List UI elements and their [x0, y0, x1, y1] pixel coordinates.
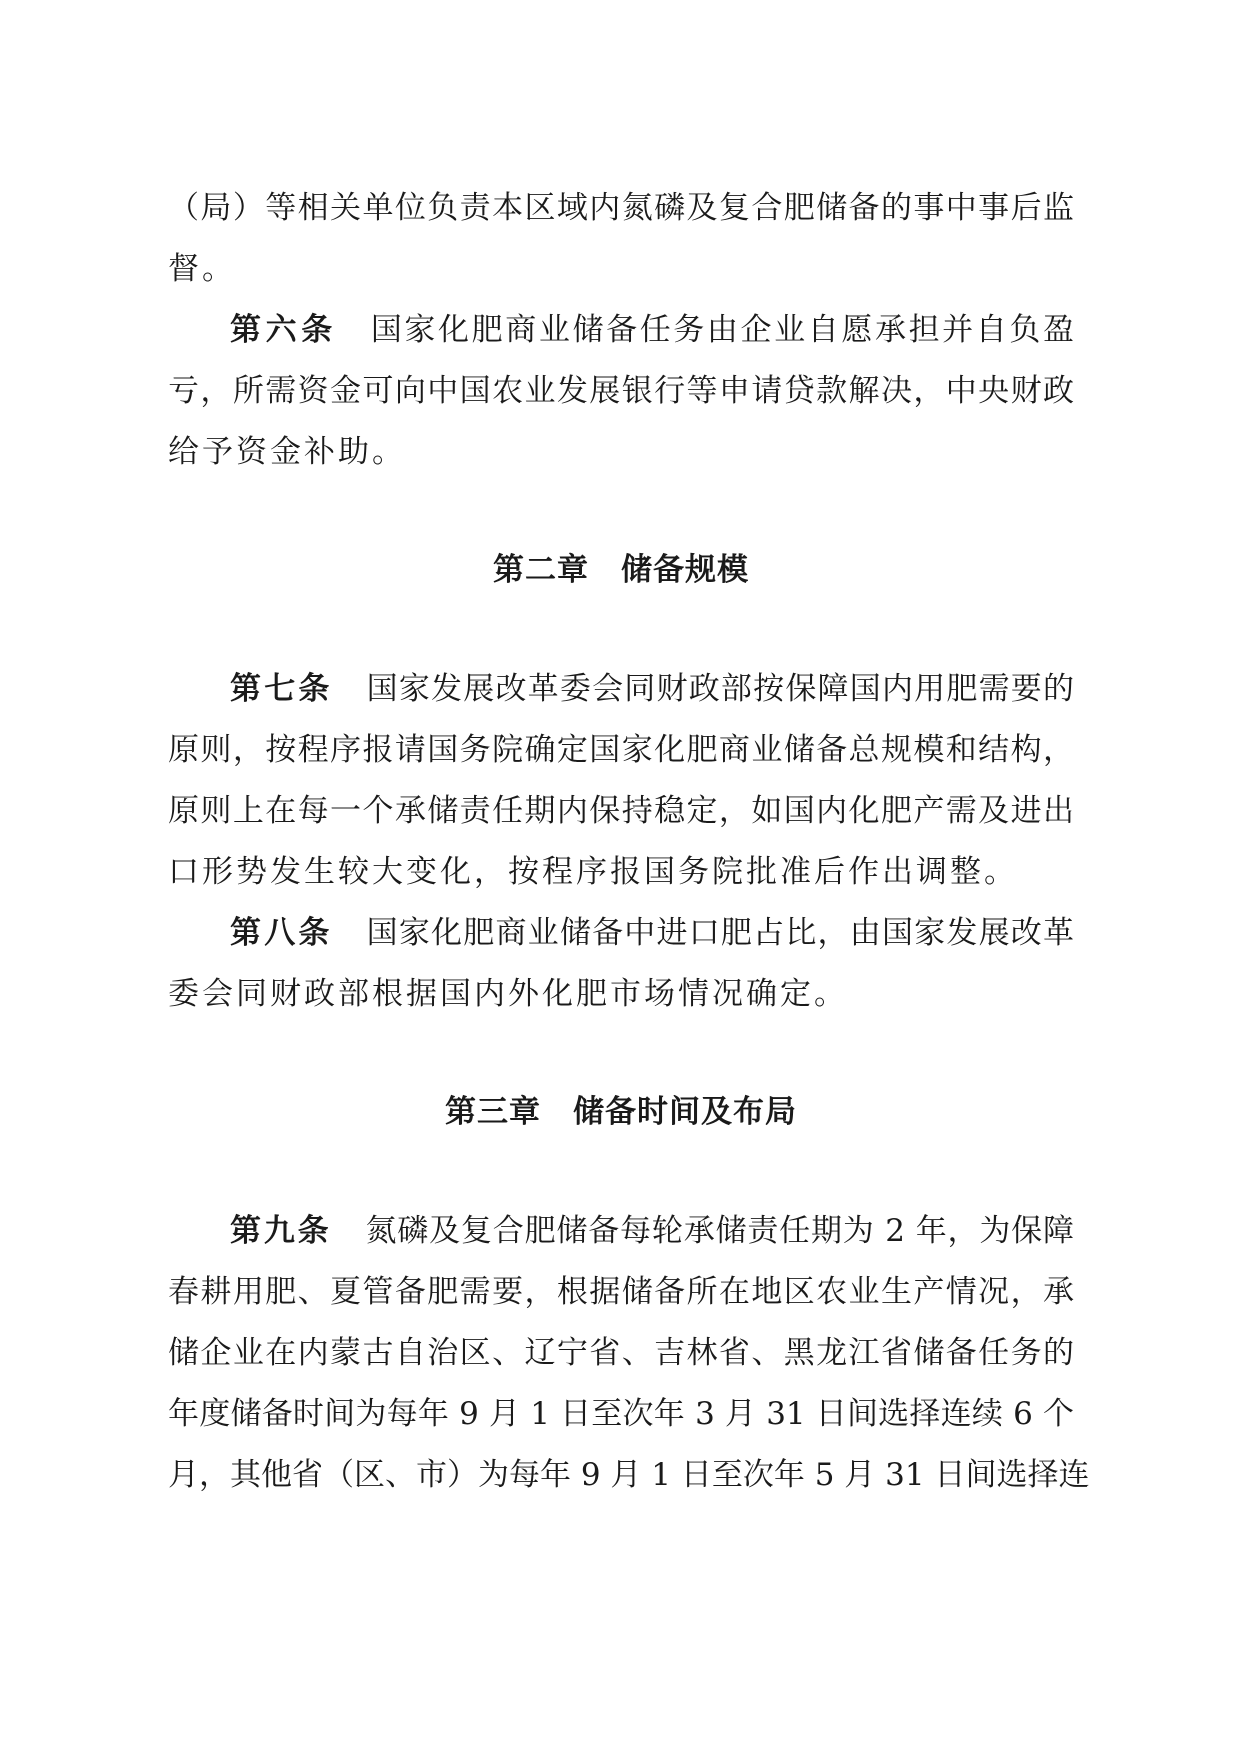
article-9-line-5: 月，其他省（区、市）为每年 9 月 1 日至次年 5 月 31 日间选择连 [168, 1457, 1090, 1493]
article-6-label: 第六条 [230, 312, 337, 348]
article-8-text-1: 国家化肥商业储备中进口肥占比，由国家发展改革 [366, 915, 1074, 951]
article-7-line-2: 原则，按程序报请国务院确定国家化肥商业储备总规模和结构， [168, 732, 1074, 768]
article-8-line-2: 委会同财政部根据国内外化肥市场情况确定。 [168, 976, 848, 1012]
article-9-line-3: 储企业在内蒙古自治区、辽宁省、吉林省、黑龙江省储备任务的 [168, 1335, 1074, 1371]
article-7-label: 第七条 [230, 671, 333, 707]
article-6-line-1 [168, 300, 1074, 361]
document-page [168, 178, 1090, 1506]
article-6-text-1: 国家化肥商业储备任务由企业自愿承担并自负盈 [370, 312, 1074, 348]
article-9-line-2: 春耕用肥、夏管备肥需要，根据储备所在地区农业生产情况，承 [168, 1274, 1074, 1310]
chapter-2-title: 第二章 储备规模 [493, 552, 749, 588]
article-9-label: 第九条 [230, 1213, 332, 1249]
article-7-text-1: 国家发展改革委会同财政部按保障国内用肥需要的 [366, 671, 1074, 707]
article-7-line-3: 原则上在每一个承储责任期内保持稳定，如国内化肥产需及进出 [168, 793, 1074, 829]
article-6-line-3: 给予资金补助。 [168, 434, 406, 470]
article-7-line-1 [168, 659, 1074, 720]
article-6-line-2: 亏，所需资金可向中国农业发展银行等申请贷款解决，中央财政 [168, 373, 1074, 409]
article-9-line-1 [168, 1201, 1074, 1262]
article-9-text-1: 氮磷及复合肥储备每轮承储责任期为 2 年，为保障 [365, 1213, 1074, 1249]
article-7-line-4: 口形势发生较大变化，按程序报国务院批准后作出调整。 [168, 854, 1018, 890]
article-8-label: 第八条 [230, 915, 333, 951]
article-5-line-1: （局）等相关单位负责本区域内氮磷及复合肥储备的事中事后监 [168, 190, 1074, 226]
article-5-line-2: 督。 [168, 251, 236, 287]
article-9-line-4: 年度储备时间为每年 9 月 1 日至次年 3 月 31 日间选择连续 6 个 [168, 1396, 1074, 1432]
chapter-3-title: 第三章 储备时间及布局 [445, 1094, 797, 1130]
article-8-line-1 [168, 903, 1074, 964]
